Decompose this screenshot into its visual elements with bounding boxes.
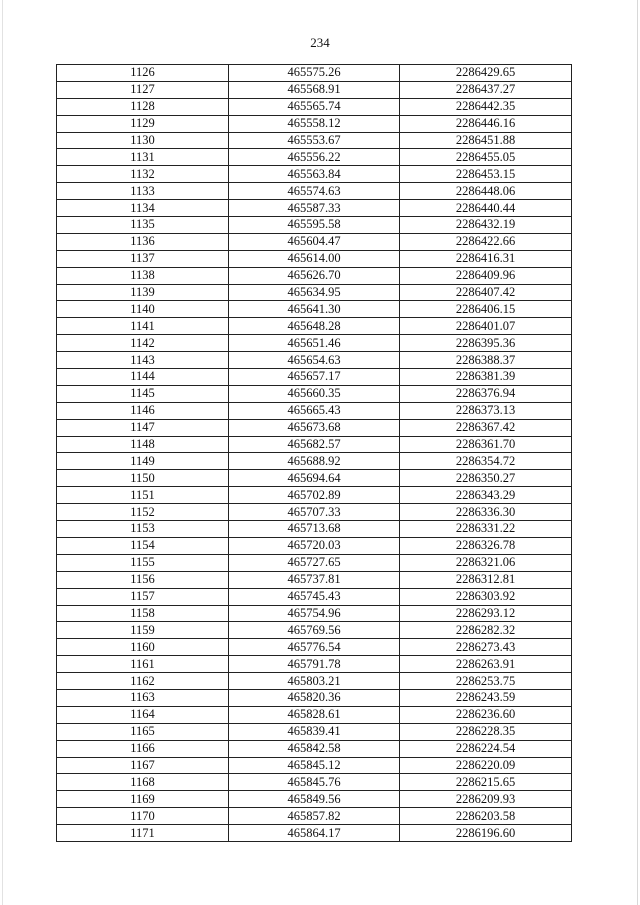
x-coordinate-cell: 465604.47 [229,233,400,250]
x-coordinate-cell: 465568.91 [229,81,400,98]
table-row [57,217,572,234]
table-row [57,166,572,183]
x-coordinate-cell: 465595.58 [229,217,400,234]
table-row [57,149,572,166]
table-row [57,639,572,656]
y-coordinate-cell: 2286376.94 [400,385,572,402]
scan-edge-right [637,0,638,905]
table-row [57,774,572,791]
table-row [57,267,572,284]
table-row [57,233,572,250]
point-number-cell: 1138 [57,267,229,284]
y-coordinate-cell: 2286446.16 [400,115,572,132]
table-row [57,81,572,98]
y-coordinate-cell: 2286453.15 [400,166,572,183]
x-coordinate-cell: 465626.70 [229,267,400,284]
y-coordinate-cell: 2286442.35 [400,98,572,115]
point-number-cell: 1134 [57,200,229,217]
page-number: 234 [310,35,330,50]
x-coordinate-cell: 465727.65 [229,554,400,571]
x-coordinate-cell: 465614.00 [229,250,400,267]
x-coordinate-cell: 465769.56 [229,622,400,639]
y-coordinate-cell: 2286437.27 [400,81,572,98]
y-coordinate-cell: 2286293.12 [400,605,572,622]
table-row [57,335,572,352]
point-number-cell: 1153 [57,521,229,538]
table-row [57,588,572,605]
y-coordinate-cell: 2286243.59 [400,689,572,706]
x-coordinate-cell: 465563.84 [229,166,400,183]
table-row [57,98,572,115]
table-row [57,825,572,842]
x-coordinate-cell: 465803.21 [229,673,400,690]
table-row [57,723,572,740]
point-number-cell: 1161 [57,656,229,673]
y-coordinate-cell: 2286429.65 [400,65,572,82]
point-number-cell: 1154 [57,537,229,554]
point-number-cell: 1158 [57,605,229,622]
x-coordinate-cell: 465575.26 [229,65,400,82]
y-coordinate-cell: 2286326.78 [400,537,572,554]
point-number-cell: 1160 [57,639,229,656]
point-number-cell: 1135 [57,217,229,234]
y-coordinate-cell: 2286451.88 [400,132,572,149]
table-row [57,689,572,706]
point-number-cell: 1157 [57,588,229,605]
y-coordinate-cell: 2286215.65 [400,774,572,791]
x-coordinate-cell: 465839.41 [229,723,400,740]
y-coordinate-cell: 2286263.91 [400,656,572,673]
y-coordinate-cell: 2286373.13 [400,402,572,419]
point-number-cell: 1163 [57,689,229,706]
scan-edge-left [2,0,3,905]
x-coordinate-cell: 465660.35 [229,385,400,402]
table-row [57,115,572,132]
point-number-cell: 1170 [57,808,229,825]
table-row [57,537,572,554]
x-coordinate-cell: 465828.61 [229,706,400,723]
point-number-cell: 1150 [57,470,229,487]
x-coordinate-cell: 465688.92 [229,453,400,470]
x-coordinate-cell: 465707.33 [229,504,400,521]
table-row [57,132,572,149]
x-coordinate-cell: 465694.64 [229,470,400,487]
point-number-cell: 1128 [57,98,229,115]
point-number-cell: 1143 [57,352,229,369]
point-number-cell: 1166 [57,740,229,757]
point-number-cell: 1126 [57,65,229,82]
point-number-cell: 1168 [57,774,229,791]
point-number-cell: 1145 [57,385,229,402]
x-coordinate-cell: 465673.68 [229,419,400,436]
point-number-cell: 1142 [57,335,229,352]
x-coordinate-cell: 465791.78 [229,656,400,673]
point-number-cell: 1144 [57,369,229,386]
y-coordinate-cell: 2286196.60 [400,825,572,842]
table-row [57,605,572,622]
point-number-cell: 1169 [57,791,229,808]
y-coordinate-cell: 2286224.54 [400,740,572,757]
y-coordinate-cell: 2286203.58 [400,808,572,825]
y-coordinate-cell: 2286253.75 [400,673,572,690]
x-coordinate-cell: 465574.63 [229,183,400,200]
point-number-cell: 1139 [57,284,229,301]
table-row [57,301,572,318]
y-coordinate-cell: 2286343.29 [400,487,572,504]
x-coordinate-cell: 465587.33 [229,200,400,217]
y-coordinate-cell: 2286406.15 [400,301,572,318]
point-number-cell: 1127 [57,81,229,98]
y-coordinate-cell: 2286236.60 [400,706,572,723]
x-coordinate-cell: 465864.17 [229,825,400,842]
table-row [57,554,572,571]
x-coordinate-cell: 465565.74 [229,98,400,115]
y-coordinate-cell: 2286432.19 [400,217,572,234]
table-row [57,673,572,690]
coordinates-table [56,64,572,842]
x-coordinate-cell: 465845.12 [229,757,400,774]
table-row [57,656,572,673]
point-number-cell: 1133 [57,183,229,200]
x-coordinate-cell: 465720.03 [229,537,400,554]
y-coordinate-cell: 2286312.81 [400,571,572,588]
table-row [57,284,572,301]
table-row [57,436,572,453]
x-coordinate-cell: 465737.81 [229,571,400,588]
point-number-cell: 1130 [57,132,229,149]
y-coordinate-cell: 2286361.70 [400,436,572,453]
table-row [57,504,572,521]
point-number-cell: 1167 [57,757,229,774]
point-number-cell: 1164 [57,706,229,723]
y-coordinate-cell: 2286273.43 [400,639,572,656]
point-number-cell: 1149 [57,453,229,470]
point-number-cell: 1171 [57,825,229,842]
point-number-cell: 1162 [57,673,229,690]
x-coordinate-cell: 465553.67 [229,132,400,149]
y-coordinate-cell: 2286303.92 [400,588,572,605]
x-coordinate-cell: 465702.89 [229,487,400,504]
x-coordinate-cell: 465820.36 [229,689,400,706]
y-coordinate-cell: 2286409.96 [400,267,572,284]
table-row [57,740,572,757]
point-number-cell: 1148 [57,436,229,453]
table-row [57,250,572,267]
y-coordinate-cell: 2286336.30 [400,504,572,521]
point-number-cell: 1146 [57,402,229,419]
table-row [57,470,572,487]
table-row [57,706,572,723]
point-number-cell: 1131 [57,149,229,166]
point-number-cell: 1151 [57,487,229,504]
point-number-cell: 1159 [57,622,229,639]
x-coordinate-cell: 465657.17 [229,369,400,386]
x-coordinate-cell: 465641.30 [229,301,400,318]
x-coordinate-cell: 465849.56 [229,791,400,808]
table-row [57,622,572,639]
y-coordinate-cell: 2286228.35 [400,723,572,740]
point-number-cell: 1152 [57,504,229,521]
x-coordinate-cell: 465654.63 [229,352,400,369]
y-coordinate-cell: 2286367.42 [400,419,572,436]
table-row [57,385,572,402]
point-number-cell: 1141 [57,318,229,335]
y-coordinate-cell: 2286395.36 [400,335,572,352]
table-row [57,757,572,774]
x-coordinate-cell: 465776.54 [229,639,400,656]
x-coordinate-cell: 465558.12 [229,115,400,132]
table-row [57,369,572,386]
point-number-cell: 1155 [57,554,229,571]
point-number-cell: 1136 [57,233,229,250]
x-coordinate-cell: 465845.76 [229,774,400,791]
y-coordinate-cell: 2286209.93 [400,791,572,808]
point-number-cell: 1147 [57,419,229,436]
point-number-cell: 1129 [57,115,229,132]
table-row [57,808,572,825]
y-coordinate-cell: 2286416.31 [400,250,572,267]
y-coordinate-cell: 2286354.72 [400,453,572,470]
x-coordinate-cell: 465713.68 [229,521,400,538]
y-coordinate-cell: 2286381.39 [400,369,572,386]
point-number-cell: 1156 [57,571,229,588]
y-coordinate-cell: 2286331.22 [400,521,572,538]
point-number-cell: 1165 [57,723,229,740]
x-coordinate-cell: 465745.43 [229,588,400,605]
x-coordinate-cell: 465842.58 [229,740,400,757]
x-coordinate-cell: 465754.96 [229,605,400,622]
coordinates-table-body [57,65,572,842]
table-row [57,200,572,217]
table-row [57,521,572,538]
point-number-cell: 1140 [57,301,229,318]
y-coordinate-cell: 2286440.44 [400,200,572,217]
table-row [57,419,572,436]
x-coordinate-cell: 465682.57 [229,436,400,453]
y-coordinate-cell: 2286388.37 [400,352,572,369]
y-coordinate-cell: 2286321.06 [400,554,572,571]
table-row [57,402,572,419]
table-row [57,183,572,200]
y-coordinate-cell: 2286448.06 [400,183,572,200]
table-row [57,318,572,335]
x-coordinate-cell: 465556.22 [229,149,400,166]
x-coordinate-cell: 465857.82 [229,808,400,825]
table-row [57,65,572,82]
table-row [57,487,572,504]
point-number-cell: 1137 [57,250,229,267]
table-row [57,352,572,369]
table-row [57,571,572,588]
y-coordinate-cell: 2286407.42 [400,284,572,301]
y-coordinate-cell: 2286282.32 [400,622,572,639]
y-coordinate-cell: 2286220.09 [400,757,572,774]
table-row [57,453,572,470]
y-coordinate-cell: 2286422.66 [400,233,572,250]
table-row [57,791,572,808]
y-coordinate-cell: 2286350.27 [400,470,572,487]
x-coordinate-cell: 465665.43 [229,402,400,419]
y-coordinate-cell: 2286455.05 [400,149,572,166]
point-number-cell: 1132 [57,166,229,183]
x-coordinate-cell: 465634.95 [229,284,400,301]
x-coordinate-cell: 465651.46 [229,335,400,352]
y-coordinate-cell: 2286401.07 [400,318,572,335]
x-coordinate-cell: 465648.28 [229,318,400,335]
